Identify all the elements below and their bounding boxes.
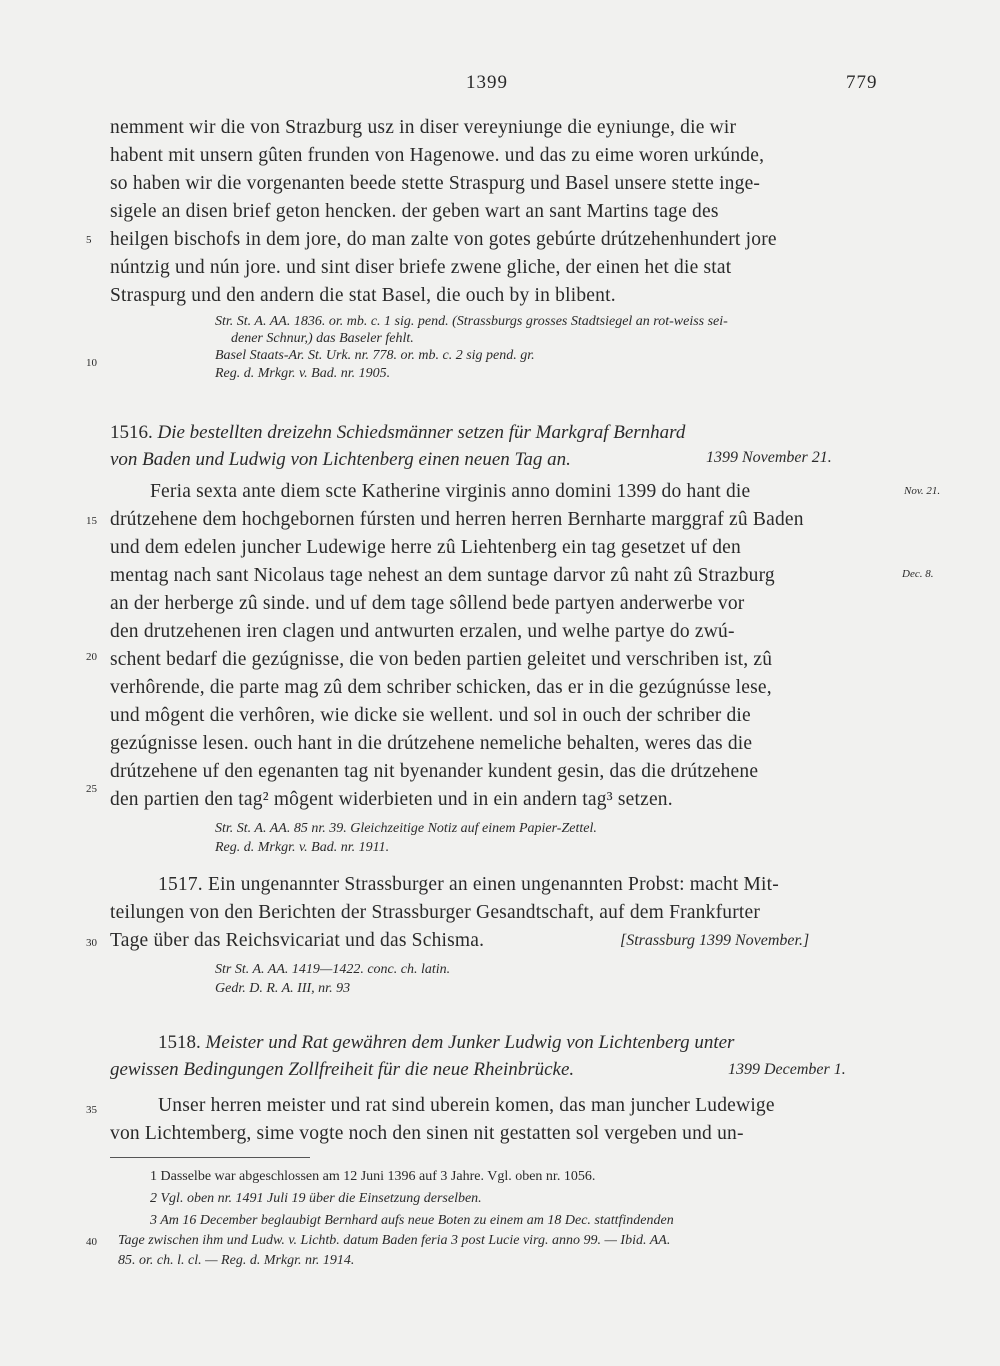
- text-line: sigele an disen brief geton hencken. der geben wart an sant Martins tage des: [110, 201, 719, 222]
- text-line: habent mit unsern gûten frunden von Hagenowe. und das zu eime woren urkúnde,: [110, 145, 765, 166]
- text-line: schent bedarf die gezúgnisse, die von beden partien geleitet und verschriben ist, zû: [110, 649, 773, 670]
- footnote-rule: [110, 1157, 310, 1158]
- source-citation: Str. St. A. AA. 85 nr. 39. Gleichzeitige Notiz auf einem Papier-Zettel.: [215, 821, 597, 836]
- text-line: an der herberge zû sinde. und uf dem tage sôllend bede partyen anderwerbe vor: [110, 593, 745, 614]
- text-line: verhôrende, die parte mag zû dem schriber schicken, das er in die gezúgnússe lese,: [110, 677, 772, 698]
- source-citation: Str. St. A. AA. 1836. or. mb. c. 1 sig. pend. (Strassburgs grosses Stadtsiegel an rot-weiss sei-: [215, 314, 728, 329]
- entry-number: 1517.: [158, 874, 203, 895]
- line-number: 10: [86, 357, 97, 369]
- text-line: heilgen bischofs in dem jore, do man zalte von gotes gebúrte drútzehenhundert jore: [110, 229, 777, 250]
- entry-heading-1517: [158, 874, 779, 896]
- line-number: 30: [86, 937, 97, 949]
- footnote: 85. or. ch. l. cl. — Reg. d. Mrkgr. nr. 1914.: [118, 1253, 355, 1268]
- entry-title: Die bestellten dreizehn Schiedsmänner setzen für Markgraf Bernhard: [157, 422, 686, 443]
- line-number: 25: [86, 783, 97, 795]
- entry-heading-1518: [158, 1032, 734, 1054]
- line-number: 20: [86, 651, 97, 663]
- text-line: teilungen von den Berichten der Strassburger Gesandtschaft, auf dem Frankfurter: [110, 902, 761, 923]
- text-line: Straspurg und den andern die stat Basel, die ouch by in blibent.: [110, 285, 616, 306]
- source-citation: Reg. d. Mrkgr. v. Bad. nr. 1905.: [215, 366, 391, 381]
- text-line: Tage über das Reichsvicariat und das Schisma.: [110, 930, 485, 951]
- entry-heading-1516: [110, 422, 685, 444]
- text-line: so haben wir die vorgenanten beede stette Straspurg und Basel unsere stette inge-: [110, 173, 761, 194]
- entry-date: 1399 November 21.: [706, 449, 832, 466]
- text-line: und môgent die verhôren, wie dicke sie wellent. und sol in ouch der schriber die: [110, 705, 751, 726]
- footnote: 1 Dasselbe war abgeschlossen am 12 Juni 1396 auf 3 Jahre. Vgl. oben nr. 1056.: [150, 1169, 596, 1184]
- text-line: drútzehene uf den egenanten tag nit byenander kundent gesin, das die drútzehene: [110, 761, 759, 782]
- source-citation: Basel Staats-Ar. St. Urk. nr. 778. or. mb. c. 2 sig pend. gr.: [215, 348, 535, 363]
- entry-number: 1516.: [110, 422, 153, 443]
- entry-summary: Ein ungenannter Strassburger an einen ungenannten Probst: macht Mit-: [207, 874, 779, 895]
- text-line: den partien den tag² môgent widerbieten und in ein andern tag³ setzen.: [110, 789, 673, 810]
- source-citation: dener Schnur,) das Baseler fehlt.: [231, 331, 414, 346]
- source-citation: Reg. d. Mrkgr. v. Bad. nr. 1911.: [215, 840, 390, 855]
- line-number: 40: [86, 1236, 97, 1248]
- text-line: gezúgnisse lesen. ouch hant in die drútzehene nemeliche behalten, weres das die: [110, 733, 753, 754]
- margin-date: Dec. 8.: [902, 568, 934, 580]
- text-line: und dem edelen juncher Ludewige herre zû Liehtenberg ein tag gesetzet uf den: [110, 537, 741, 558]
- text-line: drútzehene dem hochgebornen fúrsten und herren herren Bernharte marggraf zû Baden: [110, 509, 804, 530]
- running-head-year: 1399: [466, 72, 508, 93]
- text-line: Feria sexta ante diem scte Katherine virginis anno domini 1399 do hant die: [150, 481, 751, 502]
- footnote: Tage zwischen ihm und Ludw. v. Lichtb. datum Baden feria 3 post Lucie virg. anno 99. — Ibid. AA.: [118, 1233, 671, 1248]
- entry-number: 1518.: [158, 1032, 201, 1053]
- text-line: mentag nach sant Nicolaus tage nehest an dem suntage darvor zû naht zû Strazburg: [110, 565, 775, 586]
- text-line: núntzig und nún jore. und sint diser briefe zwene gliche, der einen het die stat: [110, 257, 732, 278]
- footnote: 3 Am 16 December beglaubigt Bernhard aufs neue Boten zu einem am 18 Dec. stattfindenden: [150, 1213, 674, 1228]
- entry-date: 1399 December 1.: [728, 1061, 846, 1078]
- entry-date: [Strassburg 1399 November.]: [620, 932, 810, 949]
- entry-title: Meister und Rat gewähren dem Junker Ludwig von Lichtenberg unter: [205, 1032, 735, 1053]
- line-number: 35: [86, 1104, 97, 1116]
- source-citation: Gedr. D. R. A. III, nr. 93: [215, 981, 351, 996]
- text-line: Unser herren meister und rat sind uberein komen, das man juncher Ludewige: [158, 1095, 775, 1116]
- margin-date: Nov. 21.: [904, 485, 941, 497]
- text-line: von Lichtemberg, sime vogte noch den sinen nit gestatten sol vergeben und un-: [110, 1123, 744, 1144]
- entry-title-line2: gewissen Bedingungen Zollfreiheit für die neue Rheinbrücke.: [110, 1059, 575, 1080]
- text-line: den drutzehenen iren clagen und antwurten erzalen, und welhe partye do zwú-: [110, 621, 735, 642]
- footnote: 2 Vgl. oben nr. 1491 Juli 19 über die Einsetzung derselben.: [150, 1191, 482, 1206]
- line-number: 5: [86, 234, 92, 246]
- page-number: 779: [846, 72, 878, 93]
- text-line: nemment wir die von Strazburg usz in diser vereyniunge die eyniunge, die wir: [110, 117, 737, 138]
- entry-title-line2: von Baden und Ludwig von Lichtenberg einen neuen Tag an.: [110, 449, 571, 470]
- source-citation: Str St. A. AA. 1419—1422. conc. ch. latin.: [215, 962, 451, 977]
- line-number: 15: [86, 515, 97, 527]
